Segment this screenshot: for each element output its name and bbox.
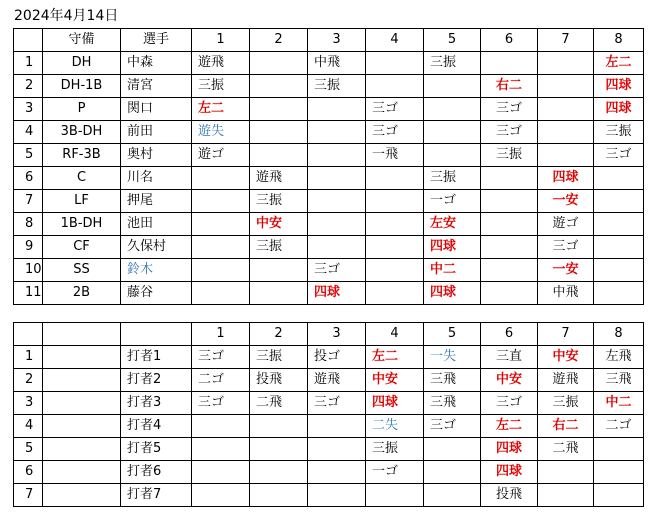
- inning-result-cell: 三ゴ: [481, 98, 538, 121]
- inning-result-cell: 三飛: [424, 392, 481, 415]
- pos-cell: P: [43, 98, 121, 121]
- name-cell: 鈴木: [121, 259, 192, 282]
- inning-result-cell: 遊ゴ: [538, 213, 594, 236]
- inning-result-cell: 右二: [538, 415, 594, 438]
- inning-result-cell: [366, 282, 424, 305]
- inning-result-cell: 四球: [594, 75, 644, 98]
- inning-result-cell: [538, 484, 594, 507]
- batter-row: [14, 346, 644, 369]
- inning-result-cell: 三振: [308, 75, 366, 98]
- inning-result-cell: 三振: [481, 144, 538, 167]
- inning-result-cell: [366, 213, 424, 236]
- blank-cell: [43, 415, 121, 438]
- header-cell: 8: [594, 323, 644, 346]
- inning-result-cell: 三直: [481, 346, 538, 369]
- inning-result-cell: [481, 190, 538, 213]
- inning-result-cell: [481, 213, 538, 236]
- inning-result-cell: [250, 484, 308, 507]
- inning-result-cell: 四球: [481, 438, 538, 461]
- row-number-cell: 8: [14, 213, 43, 236]
- inning-result-cell: [481, 167, 538, 190]
- inning-result-cell: 中安: [366, 369, 424, 392]
- inning-result-cell: [308, 461, 366, 484]
- inning-result-cell: 中安: [538, 346, 594, 369]
- header-cell: 6: [481, 29, 538, 52]
- pos-cell: CF: [43, 236, 121, 259]
- inning-result-cell: [366, 484, 424, 507]
- inning-result-cell: [594, 438, 644, 461]
- inning-result-cell: 三ゴ: [308, 259, 366, 282]
- inning-result-cell: [250, 282, 308, 305]
- inning-result-cell: [192, 415, 250, 438]
- inning-result-cell: [594, 461, 644, 484]
- lineup-table: [13, 28, 644, 305]
- inning-result-cell: [594, 213, 644, 236]
- inning-result-cell: [538, 98, 594, 121]
- lineup-row: [14, 236, 644, 259]
- inning-result-cell: [366, 52, 424, 75]
- inning-result-cell: [192, 461, 250, 484]
- name-cell: 前田: [121, 121, 192, 144]
- inning-result-cell: 遊ゴ: [192, 144, 250, 167]
- inning-result-cell: [192, 213, 250, 236]
- inning-result-cell: 四球: [481, 461, 538, 484]
- inning-result-cell: 三振: [366, 438, 424, 461]
- lineup-row: [14, 259, 644, 282]
- inning-result-cell: 四球: [308, 282, 366, 305]
- inning-result-cell: 三振: [424, 167, 481, 190]
- inning-result-cell: [594, 190, 644, 213]
- name-cell: 川名: [121, 167, 192, 190]
- name-cell: 藤谷: [121, 282, 192, 305]
- inning-result-cell: 左飛: [594, 346, 644, 369]
- inning-result-cell: 三振: [250, 190, 308, 213]
- header-cell: [14, 29, 43, 52]
- inning-result-cell: 中安: [481, 369, 538, 392]
- inning-result-cell: [308, 415, 366, 438]
- inning-result-cell: 左二: [366, 346, 424, 369]
- inning-result-cell: [250, 461, 308, 484]
- header-cell: 5: [424, 29, 481, 52]
- batter-cell: 打者7: [121, 484, 192, 507]
- inning-result-cell: 三ゴ: [481, 121, 538, 144]
- inning-result-cell: [481, 236, 538, 259]
- inning-result-cell: [594, 282, 644, 305]
- inning-result-cell: [308, 167, 366, 190]
- inning-result-cell: [538, 461, 594, 484]
- inning-result-cell: 中飛: [538, 282, 594, 305]
- batter-table: [13, 322, 644, 507]
- inning-result-cell: 三ゴ: [424, 415, 481, 438]
- row-number-cell: 7: [14, 484, 43, 507]
- inning-result-cell: 中飛: [308, 52, 366, 75]
- header-cell: [121, 323, 192, 346]
- inning-result-cell: 二飛: [250, 392, 308, 415]
- inning-result-cell: 三振: [250, 346, 308, 369]
- blank-cell: [43, 461, 121, 484]
- name-cell: 久保村: [121, 236, 192, 259]
- batter-row: [14, 415, 644, 438]
- inning-result-cell: 一ゴ: [366, 461, 424, 484]
- row-number-cell: 2: [14, 369, 43, 392]
- inning-result-cell: [250, 415, 308, 438]
- row-number-cell: 5: [14, 144, 43, 167]
- inning-result-cell: [308, 484, 366, 507]
- inning-result-cell: 三飛: [424, 369, 481, 392]
- inning-result-cell: 遊飛: [538, 369, 594, 392]
- inning-result-cell: [192, 190, 250, 213]
- name-cell: 清宮: [121, 75, 192, 98]
- batter-cell: 打者3: [121, 392, 192, 415]
- row-number-cell: 9: [14, 236, 43, 259]
- inning-result-cell: [250, 438, 308, 461]
- inning-result-cell: 中二: [594, 392, 644, 415]
- pos-cell: C: [43, 167, 121, 190]
- inning-result-cell: [250, 121, 308, 144]
- inning-result-cell: 三振: [594, 121, 644, 144]
- inning-result-cell: 三ゴ: [192, 346, 250, 369]
- inning-result-cell: 三振: [250, 236, 308, 259]
- batter-cell: 打者6: [121, 461, 192, 484]
- inning-result-cell: [424, 75, 481, 98]
- inning-result-cell: [308, 236, 366, 259]
- inning-result-cell: 遊失: [192, 121, 250, 144]
- inning-result-cell: [366, 75, 424, 98]
- inning-result-cell: [424, 98, 481, 121]
- row-number-cell: 1: [14, 346, 43, 369]
- inning-result-cell: 遊飛: [192, 52, 250, 75]
- inning-result-cell: [481, 52, 538, 75]
- row-number-cell: 2: [14, 75, 43, 98]
- inning-result-cell: 三振: [424, 52, 481, 75]
- inning-result-cell: 四球: [424, 236, 481, 259]
- lineup-row: [14, 190, 644, 213]
- header-cell: 1: [192, 29, 250, 52]
- header-row: [14, 29, 644, 52]
- row-number-cell: 10: [14, 259, 43, 282]
- inning-result-cell: 四球: [424, 282, 481, 305]
- pos-cell: RF-3B: [43, 144, 121, 167]
- row-number-cell: 4: [14, 415, 43, 438]
- inning-result-cell: [250, 259, 308, 282]
- header-cell: 4: [366, 29, 424, 52]
- inning-result-cell: [538, 144, 594, 167]
- header-cell: 2: [250, 323, 308, 346]
- inning-result-cell: 投ゴ: [308, 346, 366, 369]
- inning-result-cell: [192, 438, 250, 461]
- inning-result-cell: 四球: [366, 392, 424, 415]
- name-cell: 中森: [121, 52, 192, 75]
- inning-result-cell: [538, 121, 594, 144]
- row-number-cell: 1: [14, 52, 43, 75]
- inning-result-cell: [366, 236, 424, 259]
- inning-result-cell: 三ゴ: [366, 98, 424, 121]
- inning-result-cell: 三ゴ: [594, 144, 644, 167]
- batter-cell: 打者5: [121, 438, 192, 461]
- header-cell: 3: [308, 323, 366, 346]
- lineup-row: [14, 75, 644, 98]
- inning-result-cell: 三ゴ: [481, 392, 538, 415]
- header-cell: [43, 323, 121, 346]
- header-cell: 選手: [121, 29, 192, 52]
- inning-result-cell: 一ゴ: [424, 190, 481, 213]
- inning-result-cell: 一安: [538, 190, 594, 213]
- inning-result-cell: [250, 144, 308, 167]
- batter-row: [14, 369, 644, 392]
- inning-result-cell: [192, 259, 250, 282]
- row-number-cell: 5: [14, 438, 43, 461]
- pos-cell: 1B-DH: [43, 213, 121, 236]
- inning-result-cell: 一安: [538, 259, 594, 282]
- row-number-cell: 6: [14, 461, 43, 484]
- header-row: [14, 323, 644, 346]
- inning-result-cell: [594, 259, 644, 282]
- inning-result-cell: [250, 75, 308, 98]
- blank-cell: [43, 484, 121, 507]
- inning-result-cell: [308, 190, 366, 213]
- header-cell: [14, 323, 43, 346]
- pos-cell: SS: [43, 259, 121, 282]
- inning-result-cell: 三飛: [594, 369, 644, 392]
- row-number-cell: 6: [14, 167, 43, 190]
- inning-result-cell: [366, 259, 424, 282]
- inning-result-cell: [481, 259, 538, 282]
- inning-result-cell: 一飛: [366, 144, 424, 167]
- inning-result-cell: [250, 52, 308, 75]
- lineup-row: [14, 167, 644, 190]
- inning-result-cell: 四球: [538, 167, 594, 190]
- inning-result-cell: [250, 98, 308, 121]
- lineup-row: [14, 52, 644, 75]
- row-number-cell: 3: [14, 98, 43, 121]
- pos-cell: DH-1B: [43, 75, 121, 98]
- batter-row: [14, 392, 644, 415]
- inning-result-cell: 投飛: [250, 369, 308, 392]
- inning-result-cell: 四球: [594, 98, 644, 121]
- batter-cell: 打者1: [121, 346, 192, 369]
- inning-result-cell: [594, 236, 644, 259]
- inning-result-cell: 三振: [192, 75, 250, 98]
- row-number-cell: 3: [14, 392, 43, 415]
- header-cell: 6: [481, 323, 538, 346]
- inning-result-cell: [308, 438, 366, 461]
- blank-cell: [43, 369, 121, 392]
- inning-result-cell: [424, 438, 481, 461]
- inning-result-cell: [308, 121, 366, 144]
- inning-result-cell: 右二: [481, 75, 538, 98]
- inning-result-cell: [192, 484, 250, 507]
- inning-result-cell: 中安: [250, 213, 308, 236]
- header-cell: 2: [250, 29, 308, 52]
- pos-cell: LF: [43, 190, 121, 213]
- inning-result-cell: 一失: [424, 346, 481, 369]
- inning-result-cell: 二飛: [538, 438, 594, 461]
- inning-result-cell: 左安: [424, 213, 481, 236]
- lineup-row: [14, 121, 644, 144]
- inning-result-cell: 投飛: [481, 484, 538, 507]
- lineup-row: [14, 144, 644, 167]
- inning-result-cell: [594, 167, 644, 190]
- name-cell: 関口: [121, 98, 192, 121]
- header-cell: 7: [538, 29, 594, 52]
- batter-cell: 打者4: [121, 415, 192, 438]
- inning-result-cell: [192, 167, 250, 190]
- inning-result-cell: [424, 461, 481, 484]
- inning-result-cell: [192, 236, 250, 259]
- inning-result-cell: [424, 484, 481, 507]
- inning-result-cell: [192, 282, 250, 305]
- pos-cell: DH: [43, 52, 121, 75]
- inning-result-cell: [308, 213, 366, 236]
- header-cell: 4: [366, 323, 424, 346]
- inning-result-cell: [424, 121, 481, 144]
- header-cell: 3: [308, 29, 366, 52]
- inning-result-cell: 二ゴ: [594, 415, 644, 438]
- row-number-cell: 11: [14, 282, 43, 305]
- batter-row: [14, 461, 644, 484]
- batter-row: [14, 438, 644, 461]
- lineup-row: [14, 98, 644, 121]
- header-cell: 守備: [43, 29, 121, 52]
- inning-result-cell: 二失: [366, 415, 424, 438]
- inning-result-cell: 二ゴ: [192, 369, 250, 392]
- inning-result-cell: [308, 144, 366, 167]
- inning-result-cell: 三ゴ: [308, 392, 366, 415]
- inning-result-cell: [594, 484, 644, 507]
- blank-cell: [43, 392, 121, 415]
- inning-result-cell: 左二: [192, 98, 250, 121]
- inning-result-cell: [424, 144, 481, 167]
- inning-result-cell: [538, 75, 594, 98]
- inning-result-cell: 三ゴ: [192, 392, 250, 415]
- blank-cell: [43, 346, 121, 369]
- pos-cell: 2B: [43, 282, 121, 305]
- header-cell: 5: [424, 323, 481, 346]
- inning-result-cell: [481, 282, 538, 305]
- batter-cell: 打者2: [121, 369, 192, 392]
- pos-cell: 3B-DH: [43, 121, 121, 144]
- name-cell: 奥村: [121, 144, 192, 167]
- header-cell: 1: [192, 323, 250, 346]
- inning-result-cell: 遊飛: [308, 369, 366, 392]
- lineup-row: [14, 213, 644, 236]
- inning-result-cell: 三振: [538, 392, 594, 415]
- name-cell: 押尾: [121, 190, 192, 213]
- batter-row: [14, 484, 644, 507]
- name-cell: 池田: [121, 213, 192, 236]
- inning-result-cell: 左二: [481, 415, 538, 438]
- lineup-row: [14, 282, 644, 305]
- inning-result-cell: [538, 52, 594, 75]
- inning-result-cell: 三ゴ: [538, 236, 594, 259]
- inning-result-cell: 遊飛: [250, 167, 308, 190]
- inning-result-cell: [308, 98, 366, 121]
- inning-result-cell: 三ゴ: [366, 121, 424, 144]
- header-cell: 7: [538, 323, 594, 346]
- blank-cell: [43, 438, 121, 461]
- inning-result-cell: [366, 167, 424, 190]
- inning-result-cell: 中二: [424, 259, 481, 282]
- row-number-cell: 7: [14, 190, 43, 213]
- row-number-cell: 4: [14, 121, 43, 144]
- inning-result-cell: 左二: [594, 52, 644, 75]
- header-cell: 8: [594, 29, 644, 52]
- inning-result-cell: [366, 190, 424, 213]
- date-label: 2024年4月14日: [14, 8, 119, 24]
